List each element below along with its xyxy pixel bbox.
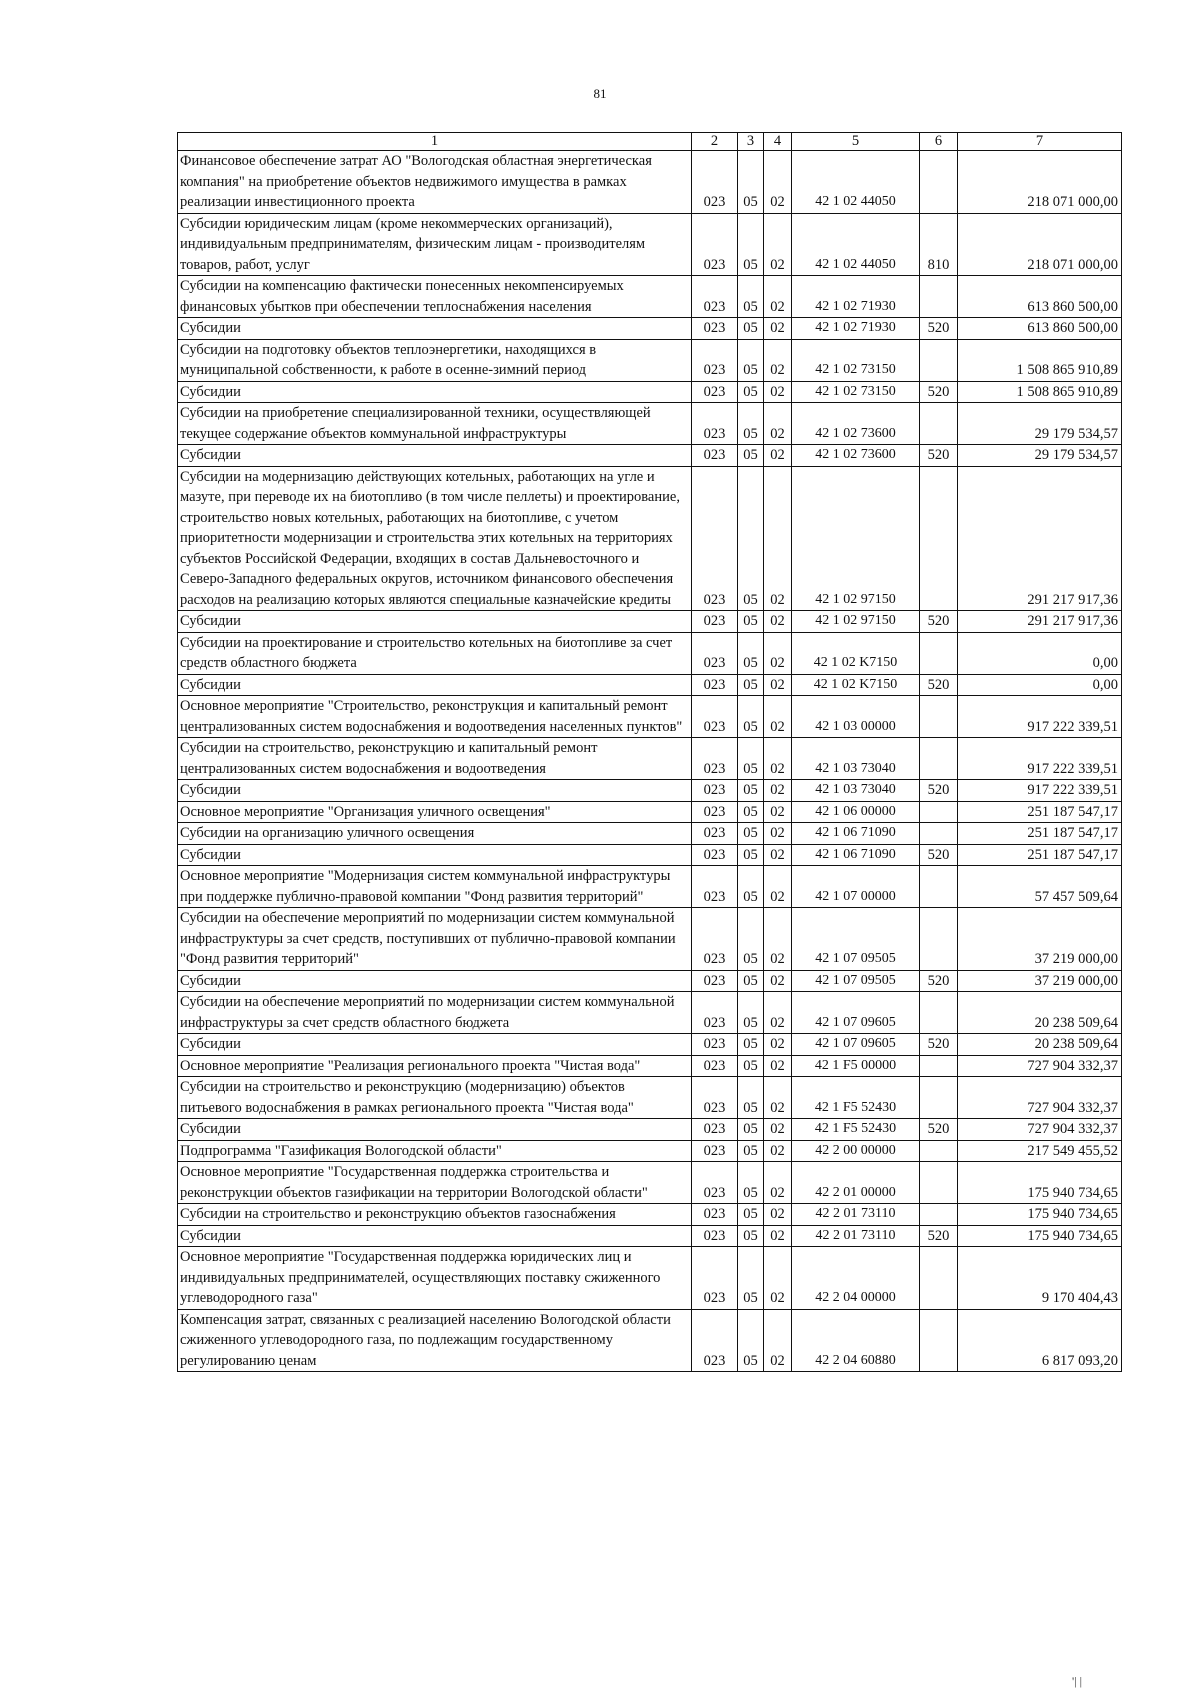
section-code: 05 — [738, 1247, 764, 1310]
column-header: 7 — [958, 133, 1122, 151]
expense-type-code — [920, 1309, 958, 1372]
amount: 917 222 339,51 — [958, 780, 1122, 802]
section-code: 05 — [738, 780, 764, 802]
amount: 37 219 000,00 — [958, 970, 1122, 992]
column-header: 4 — [764, 133, 792, 151]
target-article-code: 42 1 02 K7150 — [792, 632, 920, 674]
target-article-code: 42 2 01 73110 — [792, 1225, 920, 1247]
table-row — [178, 213, 1122, 276]
ministry-code: 023 — [692, 1077, 738, 1119]
expense-type-code — [920, 1247, 958, 1310]
target-article-code: 42 1 02 44050 — [792, 213, 920, 276]
table-row — [178, 445, 1122, 467]
ministry-code: 023 — [692, 1140, 738, 1162]
column-header: 6 — [920, 133, 958, 151]
expense-type-code — [920, 1140, 958, 1162]
target-article-code: 42 1 02 K7150 — [792, 674, 920, 696]
target-article-code: 42 1 06 71090 — [792, 844, 920, 866]
table-row — [178, 1119, 1122, 1141]
subsection-code: 02 — [764, 611, 792, 633]
section-code: 05 — [738, 339, 764, 381]
ministry-code: 023 — [692, 1162, 738, 1204]
subsection-code: 02 — [764, 780, 792, 802]
ministry-code: 023 — [692, 1225, 738, 1247]
subsection-code: 02 — [764, 318, 792, 340]
target-article-code: 42 1 02 73600 — [792, 403, 920, 445]
page-number: 81 — [593, 86, 607, 101]
section-code: 05 — [738, 1055, 764, 1077]
ministry-code: 023 — [692, 992, 738, 1034]
table-row — [178, 1162, 1122, 1204]
target-article-code: 42 2 04 60880 — [792, 1309, 920, 1372]
ministry-code: 023 — [692, 611, 738, 633]
row-name: Субсидии на приобретение специализированной техники, осуществляющей текущее содержание объектов коммунальной инфраструктуры — [178, 403, 692, 445]
subsection-code: 02 — [764, 381, 792, 403]
amount: 20 238 509,64 — [958, 992, 1122, 1034]
column-number-row — [178, 133, 1122, 151]
table-row — [178, 696, 1122, 738]
expense-type-code: 520 — [920, 1225, 958, 1247]
table-row — [178, 1140, 1122, 1162]
row-name: Финансовое обеспечение затрат АО "Вологодская областная энергетическая компания" на приобретение объектов недвижимого имущества в рамках реализации инвестиционного проекта — [178, 151, 692, 214]
amount: 291 217 917,36 — [958, 466, 1122, 611]
target-article-code: 42 1 03 73040 — [792, 780, 920, 802]
section-code: 05 — [738, 738, 764, 780]
target-article-code: 42 1 02 73600 — [792, 445, 920, 467]
table-row — [178, 780, 1122, 802]
amount: 6 817 093,20 — [958, 1309, 1122, 1372]
subsection-code: 02 — [764, 1140, 792, 1162]
amount: 217 549 455,52 — [958, 1140, 1122, 1162]
row-name: Субсидии — [178, 970, 692, 992]
section-code: 05 — [738, 801, 764, 823]
ministry-code: 023 — [692, 1309, 738, 1372]
budget-table — [177, 132, 1122, 1372]
subsection-code: 02 — [764, 466, 792, 611]
scan-mark: '| | — [1072, 1674, 1082, 1688]
table-row — [178, 1055, 1122, 1077]
amount: 218 071 000,00 — [958, 151, 1122, 214]
ministry-code: 023 — [692, 1247, 738, 1310]
row-name: Субсидии — [178, 445, 692, 467]
table-row — [178, 1204, 1122, 1226]
expense-type-code: 520 — [920, 1119, 958, 1141]
section-code: 05 — [738, 823, 764, 845]
amount: 218 071 000,00 — [958, 213, 1122, 276]
amount: 37 219 000,00 — [958, 908, 1122, 971]
amount: 57 457 509,64 — [958, 866, 1122, 908]
subsection-code: 02 — [764, 151, 792, 214]
subsection-code: 02 — [764, 823, 792, 845]
ministry-code: 023 — [692, 1034, 738, 1056]
section-code: 05 — [738, 1077, 764, 1119]
section-code: 05 — [738, 844, 764, 866]
expense-type-code: 810 — [920, 213, 958, 276]
target-article-code: 42 2 00 00000 — [792, 1140, 920, 1162]
column-header: 5 — [792, 133, 920, 151]
table-row — [178, 1309, 1122, 1372]
expense-type-code: 520 — [920, 445, 958, 467]
section-code: 05 — [738, 1162, 764, 1204]
subsection-code: 02 — [764, 1204, 792, 1226]
target-article-code: 42 2 04 00000 — [792, 1247, 920, 1310]
row-name: Субсидии — [178, 1119, 692, 1141]
section-code: 05 — [738, 381, 764, 403]
amount: 727 904 332,37 — [958, 1077, 1122, 1119]
row-name: Субсидии на строительство и реконструкцию объектов газоснабжения — [178, 1204, 692, 1226]
target-article-code: 42 1 07 09505 — [792, 970, 920, 992]
ministry-code: 023 — [692, 632, 738, 674]
subsection-code: 02 — [764, 1225, 792, 1247]
amount: 251 187 547,17 — [958, 844, 1122, 866]
expense-type-code — [920, 1077, 958, 1119]
section-code: 05 — [738, 1119, 764, 1141]
ministry-code: 023 — [692, 403, 738, 445]
row-name: Основное мероприятие "Государственная поддержка строительства и реконструкции объектов газификации на территории Вологодской области" — [178, 1162, 692, 1204]
row-name: Субсидии на модернизацию действующих котельных, работающих на угле и мазуте, при переводе их на биотопливо (в том числе пеллеты) и проектирование, строительство новых котельных, работающих на биотопливе, с учетом приоритетности модернизации и строительства этих котельных на территориях субъектов Российской Федерации, входящих в состав Дальневосточного и Северо-Западного федеральных округов, источником финансового обеспечения расходов на реализацию которых являются специальные казначейские кредиты — [178, 466, 692, 611]
section-code: 05 — [738, 992, 764, 1034]
expense-type-code: 520 — [920, 674, 958, 696]
amount: 175 940 734,65 — [958, 1162, 1122, 1204]
amount: 613 860 500,00 — [958, 276, 1122, 318]
subsection-code: 02 — [764, 992, 792, 1034]
row-name: Субсидии на компенсацию фактически понесенных некомпенсируемых финансовых убытков при обеспечении теплоснабжения населения — [178, 276, 692, 318]
subsection-code: 02 — [764, 1309, 792, 1372]
expense-type-code — [920, 1204, 958, 1226]
ministry-code: 023 — [692, 866, 738, 908]
section-code: 05 — [738, 445, 764, 467]
amount: 917 222 339,51 — [958, 738, 1122, 780]
subsection-code: 02 — [764, 1119, 792, 1141]
amount: 727 904 332,37 — [958, 1055, 1122, 1077]
ministry-code: 023 — [692, 445, 738, 467]
table-row — [178, 1225, 1122, 1247]
table-row — [178, 466, 1122, 611]
table-row — [178, 1247, 1122, 1310]
row-name: Субсидии на подготовку объектов теплоэнергетики, находящихся в муниципальной собственности, к работе в осенне-зимний период — [178, 339, 692, 381]
table-row — [178, 1034, 1122, 1056]
expense-type-code: 520 — [920, 780, 958, 802]
table-row — [178, 674, 1122, 696]
target-article-code: 42 1 02 97150 — [792, 466, 920, 611]
subsection-code: 02 — [764, 1055, 792, 1077]
target-article-code: 42 1 02 73150 — [792, 381, 920, 403]
ministry-code: 023 — [692, 696, 738, 738]
subsection-code: 02 — [764, 403, 792, 445]
amount: 175 940 734,65 — [958, 1204, 1122, 1226]
amount: 9 170 404,43 — [958, 1247, 1122, 1310]
row-name: Основное мероприятие "Строительство, реконструкция и капитальный ремонт централизованных систем водоснабжения и водоотведения населенных пунктов" — [178, 696, 692, 738]
table-row — [178, 970, 1122, 992]
section-code: 05 — [738, 466, 764, 611]
expense-type-code: 520 — [920, 318, 958, 340]
ministry-code: 023 — [692, 1204, 738, 1226]
amount: 1 508 865 910,89 — [958, 381, 1122, 403]
expense-type-code — [920, 738, 958, 780]
target-article-code: 42 1 02 71930 — [792, 318, 920, 340]
target-article-code: 42 1 07 00000 — [792, 866, 920, 908]
amount: 29 179 534,57 — [958, 403, 1122, 445]
row-name: Субсидии — [178, 844, 692, 866]
expense-type-code — [920, 866, 958, 908]
expense-type-code — [920, 339, 958, 381]
section-code: 05 — [738, 1309, 764, 1372]
table-row — [178, 738, 1122, 780]
section-code: 05 — [738, 151, 764, 214]
subsection-code: 02 — [764, 970, 792, 992]
ministry-code: 023 — [692, 466, 738, 611]
section-code: 05 — [738, 276, 764, 318]
ministry-code: 023 — [692, 738, 738, 780]
expense-type-code — [920, 632, 958, 674]
expense-type-code — [920, 992, 958, 1034]
row-name: Основное мероприятие "Государственная поддержка юридических лиц и индивидуальных предпринимателей, осуществляющих поставку сжиженного углеводородного газа" — [178, 1247, 692, 1310]
row-name: Основное мероприятие "Модернизация систем коммунальной инфраструктуры при поддержке публично-правовой компании "Фонд развития территорий" — [178, 866, 692, 908]
row-name: Субсидии на обеспечение мероприятий по модернизации систем коммунальной инфраструктуры за счет средств, поступивших от публично-правовой компании "Фонд развития территорий" — [178, 908, 692, 971]
row-name: Субсидии на организацию уличного освещения — [178, 823, 692, 845]
row-name: Субсидии на обеспечение мероприятий по модернизации систем коммунальной инфраструктуры за счет средств областного бюджета — [178, 992, 692, 1034]
ministry-code: 023 — [692, 780, 738, 802]
table-row — [178, 403, 1122, 445]
table-row — [178, 992, 1122, 1034]
target-article-code: 42 1 F5 52430 — [792, 1119, 920, 1141]
ministry-code: 023 — [692, 844, 738, 866]
row-name: Субсидии на строительство, реконструкцию и капитальный ремонт централизованных систем водоснабжения и водоотведения — [178, 738, 692, 780]
expense-type-code: 520 — [920, 844, 958, 866]
target-article-code: 42 1 07 09505 — [792, 908, 920, 971]
section-code: 05 — [738, 611, 764, 633]
subsection-code: 02 — [764, 213, 792, 276]
amount: 251 187 547,17 — [958, 801, 1122, 823]
subsection-code: 02 — [764, 632, 792, 674]
target-article-code: 42 1 F5 00000 — [792, 1055, 920, 1077]
column-header: 1 — [178, 133, 692, 151]
ministry-code: 023 — [692, 339, 738, 381]
target-article-code: 42 2 01 00000 — [792, 1162, 920, 1204]
expense-type-code — [920, 696, 958, 738]
table-row — [178, 823, 1122, 845]
subsection-code: 02 — [764, 844, 792, 866]
amount: 29 179 534,57 — [958, 445, 1122, 467]
target-article-code: 42 1 F5 52430 — [792, 1077, 920, 1119]
section-code: 05 — [738, 866, 764, 908]
section-code: 05 — [738, 908, 764, 971]
column-header: 2 — [692, 133, 738, 151]
table-row — [178, 151, 1122, 214]
table-row — [178, 866, 1122, 908]
table-row — [178, 339, 1122, 381]
expense-type-code: 520 — [920, 1034, 958, 1056]
section-code: 05 — [738, 1034, 764, 1056]
subsection-code: 02 — [764, 696, 792, 738]
amount: 1 508 865 910,89 — [958, 339, 1122, 381]
ministry-code: 023 — [692, 1119, 738, 1141]
expense-type-code: 520 — [920, 381, 958, 403]
target-article-code: 42 1 02 97150 — [792, 611, 920, 633]
section-code: 05 — [738, 1204, 764, 1226]
row-name: Субсидии — [178, 611, 692, 633]
expense-type-code: 520 — [920, 611, 958, 633]
target-article-code: 42 1 03 73040 — [792, 738, 920, 780]
row-name: Подпрограмма "Газификация Вологодской области" — [178, 1140, 692, 1162]
table-row — [178, 1077, 1122, 1119]
expense-type-code — [920, 1055, 958, 1077]
table-row — [178, 381, 1122, 403]
table-row — [178, 908, 1122, 971]
target-article-code: 42 1 02 44050 — [792, 151, 920, 214]
ministry-code: 023 — [692, 908, 738, 971]
subsection-code: 02 — [764, 1034, 792, 1056]
section-code: 05 — [738, 403, 764, 445]
subsection-code: 02 — [764, 339, 792, 381]
ministry-code: 023 — [692, 276, 738, 318]
subsection-code: 02 — [764, 908, 792, 971]
amount: 291 217 917,36 — [958, 611, 1122, 633]
section-code: 05 — [738, 970, 764, 992]
target-article-code: 42 1 02 71930 — [792, 276, 920, 318]
ministry-code: 023 — [692, 823, 738, 845]
ministry-code: 023 — [692, 1055, 738, 1077]
ministry-code: 023 — [692, 801, 738, 823]
ministry-code: 023 — [692, 318, 738, 340]
subsection-code: 02 — [764, 674, 792, 696]
section-code: 05 — [738, 1140, 764, 1162]
subsection-code: 02 — [764, 1162, 792, 1204]
subsection-code: 02 — [764, 276, 792, 318]
ministry-code: 023 — [692, 213, 738, 276]
row-name: Субсидии — [178, 318, 692, 340]
target-article-code: 42 1 03 00000 — [792, 696, 920, 738]
subsection-code: 02 — [764, 866, 792, 908]
table-row — [178, 318, 1122, 340]
section-code: 05 — [738, 696, 764, 738]
amount: 251 187 547,17 — [958, 823, 1122, 845]
row-name: Субсидии — [178, 1034, 692, 1056]
ministry-code: 023 — [692, 151, 738, 214]
row-name: Субсидии юридическим лицам (кроме некоммерческих организаций), индивидуальным предпринимателям, физическим лицам - производителям товаров, работ, услуг — [178, 213, 692, 276]
row-name: Основное мероприятие "Организация уличного освещения" — [178, 801, 692, 823]
target-article-code: 42 1 07 09605 — [792, 992, 920, 1034]
expense-type-code — [920, 823, 958, 845]
table-row — [178, 276, 1122, 318]
amount: 20 238 509,64 — [958, 1034, 1122, 1056]
target-article-code: 42 1 06 71090 — [792, 823, 920, 845]
amount: 613 860 500,00 — [958, 318, 1122, 340]
ministry-code: 023 — [692, 674, 738, 696]
expense-type-code — [920, 276, 958, 318]
subsection-code: 02 — [764, 1247, 792, 1310]
section-code: 05 — [738, 632, 764, 674]
row-name: Субсидии — [178, 674, 692, 696]
target-article-code: 42 1 06 00000 — [792, 801, 920, 823]
section-code: 05 — [738, 1225, 764, 1247]
ministry-code: 023 — [692, 970, 738, 992]
section-code: 05 — [738, 318, 764, 340]
target-article-code: 42 2 01 73110 — [792, 1204, 920, 1226]
amount: 917 222 339,51 — [958, 696, 1122, 738]
amount: 175 940 734,65 — [958, 1225, 1122, 1247]
row-name: Субсидии — [178, 780, 692, 802]
table-row — [178, 801, 1122, 823]
expense-type-code: 520 — [920, 970, 958, 992]
table-row — [178, 611, 1122, 633]
subsection-code: 02 — [764, 1077, 792, 1119]
row-name: Субсидии на проектирование и строительство котельных на биотопливе за счет средств областного бюджета — [178, 632, 692, 674]
table-row — [178, 632, 1122, 674]
target-article-code: 42 1 02 73150 — [792, 339, 920, 381]
row-name: Субсидии — [178, 1225, 692, 1247]
row-name: Субсидии — [178, 381, 692, 403]
row-name: Субсидии на строительство и реконструкцию (модернизацию) объектов питьевого водоснабжения в рамках регионального проекта "Чистая вода" — [178, 1077, 692, 1119]
amount: 727 904 332,37 — [958, 1119, 1122, 1141]
expense-type-code — [920, 1162, 958, 1204]
subsection-code: 02 — [764, 801, 792, 823]
table-row — [178, 844, 1122, 866]
expense-type-code — [920, 801, 958, 823]
expense-type-code — [920, 403, 958, 445]
row-name: Компенсация затрат, связанных с реализацией населению Вологодской области сжиженного углеводородного газа, по подлежащим государственному регулированию ценам — [178, 1309, 692, 1372]
subsection-code: 02 — [764, 738, 792, 780]
amount: 0,00 — [958, 632, 1122, 674]
expense-type-code — [920, 466, 958, 611]
section-code: 05 — [738, 213, 764, 276]
subsection-code: 02 — [764, 445, 792, 467]
ministry-code: 023 — [692, 381, 738, 403]
row-name: Основное мероприятие "Реализация регионального проекта "Чистая вода" — [178, 1055, 692, 1077]
expense-type-code — [920, 908, 958, 971]
section-code: 05 — [738, 674, 764, 696]
target-article-code: 42 1 07 09605 — [792, 1034, 920, 1056]
expense-type-code — [920, 151, 958, 214]
column-header: 3 — [738, 133, 764, 151]
amount: 0,00 — [958, 674, 1122, 696]
